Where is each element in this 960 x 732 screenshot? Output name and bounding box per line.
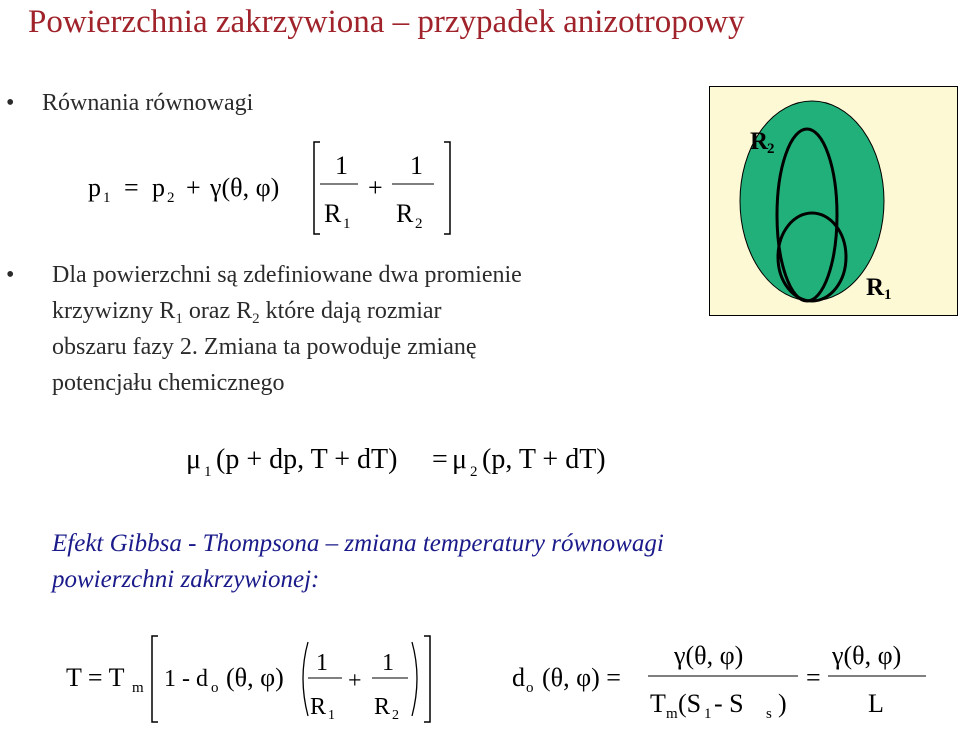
bullet-dot: • [6, 262, 15, 288]
svg-text:d: d [512, 663, 525, 692]
gibbs-thompson-line1: Efekt Gibbsa - Thompsona – zmiana temperatury równowagi [52, 530, 664, 557]
page-title: Powierzchnia zakrzywiona – przypadek anizotropowy [28, 4, 745, 40]
svg-text:1: 1 [204, 464, 212, 480]
svg-text:μ: μ [186, 444, 202, 475]
svg-text:(p + dp, T + dT): (p + dp, T + dT) [216, 444, 398, 475]
svg-text:1: 1 [103, 190, 111, 206]
svg-text:1: 1 [410, 151, 423, 180]
bullet-radii-line4: potencjału chemicznego [52, 370, 285, 396]
svg-text:γ(θ, φ): γ(θ, φ) [832, 641, 902, 670]
equation-chemical-potential [186, 430, 656, 490]
svg-text:R: R [310, 694, 327, 720]
bullet-dot: • [6, 90, 15, 116]
svg-text:T: T [650, 689, 666, 718]
bullet-radii-line3: obszaru fazy 2. Zmiana ta powoduje zmianę [52, 334, 477, 360]
svg-text:=: = [806, 663, 821, 692]
svg-text:1: 1 [704, 706, 712, 722]
svg-text:(θ, φ) =: (θ, φ) = [542, 663, 621, 692]
curvature-diagram [709, 86, 958, 316]
svg-text:1: 1 [382, 650, 394, 676]
svg-text:+: + [368, 173, 383, 202]
gibbs-thompson-line2: powierzchni zakrzywionej: [52, 566, 320, 593]
r1-label: R [866, 274, 885, 301]
svg-text:2: 2 [392, 708, 399, 723]
bullet-radii-line1: Dla powierzchni są zdefiniowane dwa promienie [52, 262, 522, 288]
equation-equilibrium [88, 134, 468, 244]
svg-text:(p, T + dT): (p, T + dT) [482, 444, 606, 475]
svg-text:- S: - S [714, 689, 744, 718]
bullet-radii-line2: krzywizny $R_1$ oraz $R_2$ które dają rozmiar [52, 298, 442, 327]
equation-tolman-length [508, 628, 948, 727]
svg-text:p: p [152, 173, 165, 202]
svg-text:=: = [432, 444, 448, 475]
svg-text:1: 1 [884, 287, 892, 303]
svg-text:(S: (S [678, 689, 702, 718]
svg-text:γ(θ, φ): γ(θ, φ) [674, 641, 744, 670]
svg-text:2: 2 [415, 216, 423, 232]
svg-text:R: R [374, 694, 391, 720]
svg-text:+: + [348, 668, 362, 694]
svg-text:o: o [526, 680, 534, 696]
svg-text:+: + [186, 173, 201, 202]
svg-text:o: o [211, 680, 219, 696]
svg-text:): ) [778, 689, 787, 718]
svg-text:R: R [396, 199, 414, 228]
svg-text:1: 1 [343, 216, 351, 232]
r2-label: R [750, 128, 769, 155]
svg-text:R: R [324, 199, 342, 228]
svg-text:μ: μ [452, 444, 468, 475]
svg-text:=: = [124, 173, 139, 202]
svg-text:1: 1 [328, 708, 335, 723]
svg-text:2: 2 [470, 464, 478, 480]
svg-text:m: m [132, 680, 144, 696]
svg-text:s: s [766, 706, 772, 722]
svg-text:L: L [868, 689, 884, 718]
svg-text:2: 2 [167, 190, 175, 206]
svg-text:1: 1 [316, 650, 328, 676]
bullet-equilibrium: Równania równowagi [42, 90, 254, 116]
eq1-lhs: p [88, 173, 101, 202]
equation-gibbs-thompson-temperature [60, 628, 460, 727]
svg-text:2: 2 [767, 141, 775, 157]
svg-text:1: 1 [335, 151, 348, 180]
svg-text:γ(θ, φ): γ(θ, φ) [210, 173, 280, 202]
svg-text:(θ, φ): (θ, φ) [226, 663, 284, 692]
svg-text:1 - d: 1 - d [164, 666, 208, 692]
svg-text:T = T: T = T [66, 663, 125, 692]
svg-text:m: m [666, 706, 678, 722]
